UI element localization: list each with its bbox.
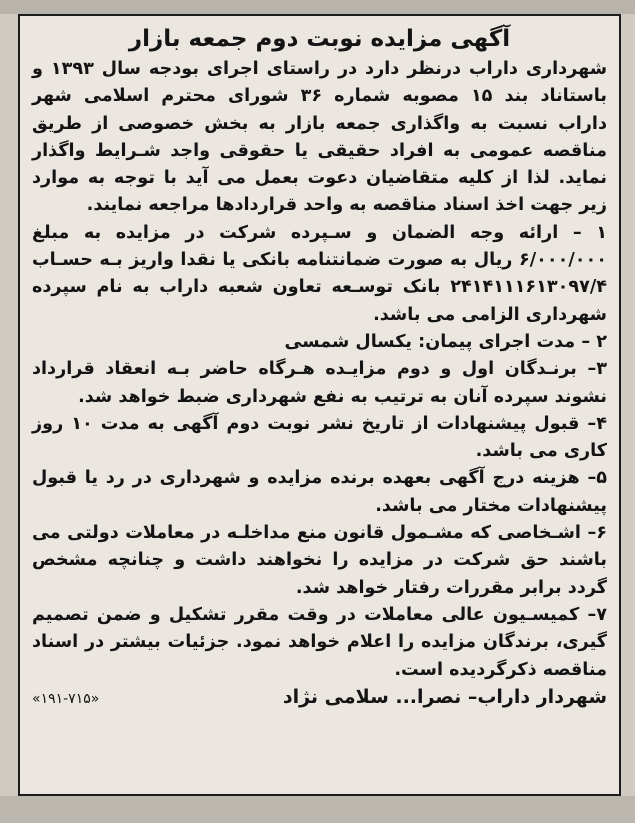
notice-item-5: ۵– هزینه درج آگهی بعهده برنده مزایده و شهرداری در رد یا قبول پیشنهادات مختار می باشد. (32, 468, 607, 516)
notice-item-4: ۴– قبول پیشنهادات از تاریخ نشر نوبت دوم آگهی به مدت ۱۰ روز کاری می باشد. (32, 413, 607, 462)
auction-notice (18, 14, 621, 796)
notice-footer (32, 686, 607, 708)
notice-item-7: ۷– کمیسـیون عالی معاملات در وقت مقرر تشکیل و ضمن تصمیم گیری، برندگان مزایده را اعلام خواهد نمود. جزئیات بیشتر در اسناد مناقصه ذکرگردیده است. (32, 604, 607, 680)
notice-title: آگهی مزایده نوبت دوم جمعه بازار (128, 26, 511, 52)
notice-item-2: ۲ – مدت اجرای پیمان: یکسال شمسی (284, 331, 607, 352)
background-strip-bottom (0, 796, 635, 823)
notice-code: «۱۹۱-۷۱۵» (32, 690, 100, 707)
notice-item-1: ۱ – ارائه وجه الضمان و سـپرده شرکت در مزایده به مبلغ ۶/۰۰۰/۰۰۰ ریال به صورت ضمانتنامه بانکی یا نقدا واریز بـه حسـاب ۲۴۱۴۱۱۱۶۱۳۰۹۷/۴ بانک توسـعه تعاون شعبه داراب به نام سپرده شهرداری الزامی می باشد. (32, 222, 607, 325)
signature-line: شهردار داراب– نصرا... سلامی نژاد (282, 685, 607, 708)
notice-item-6: ۶– اشـخاصی که مشـمول قانون منع مداخلـه در معاملات دولتی می باشند حق شرکت در مزایده را نخواهند داشت و چنانچه مشخص گردد برابر مقررات رفتار خواهد شد. (32, 523, 607, 598)
notice-intro: شهرداری داراب درنظر دارد در راستای اجرای بودجه سال ۱۳۹۳ و باستاناد بند ۱۵ مصوبه شماره ۳۶ شورای محترم اسلامی شهر داراب نسبت به واگذاری جمعه بازار به بخش خصوصی از طریق مناقصه عمومی به افراد حقیقی یا حقوقی واجد شـرایط واگذار نماید. لذا از کلیه متقاضیان دعوت بعمل می آید با توجه به موارد زیر جهت اخذ اسناد مناقصه به واحد قراردادها مراجعه نمایند. (32, 59, 608, 216)
background-strip-top (0, 0, 635, 14)
notice-item-3: ۳– برنـدگان اول و دوم مزایـده هـرگاه حاضر بـه انعقاد قرارداد نشوند سپرده آنان به ترتیب به نفع شهرداری ضبط خواهد شد. (32, 359, 607, 407)
